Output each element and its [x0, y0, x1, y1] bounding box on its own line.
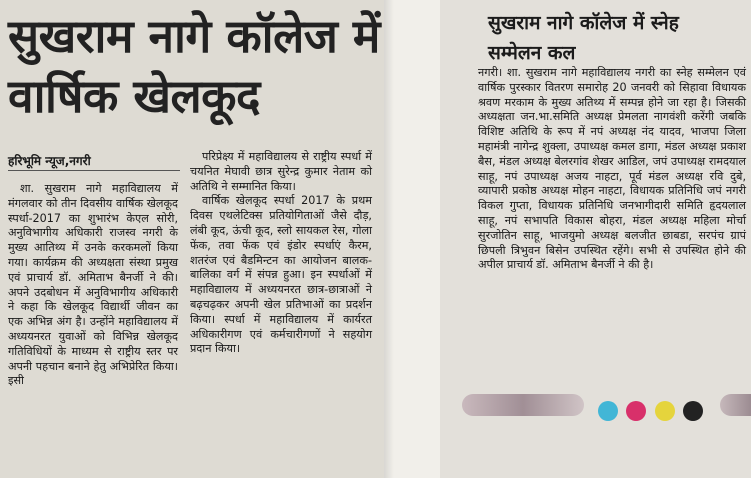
right-headline: सुखराम नागे कॉलेज में स्नेह सम्मेलन कल [488, 12, 679, 64]
yellow-registration-dot [655, 401, 675, 421]
clipping-shadow [384, 0, 394, 478]
print-registration-bar-edge [720, 394, 751, 416]
magenta-registration-dot [626, 401, 646, 421]
print-registration-bar [462, 394, 584, 416]
left-headline: सुखराम नागे कॉलेज में वार्षिक खेलकूद [8, 9, 380, 123]
right-article-body [478, 66, 746, 273]
right-body-text: नगरी। शा. सुखराम नागे महाविद्यालय नगरी का स्नेह सम्मेलन एवं वार्षिक पुरस्कार वितरण समारोह 20 जनवरी को सिहावा विधायक श्रवण मरकाम के मुख्य अतिथ्य में सम्पन्न होने जा रहा है। जिसकी अध्यक्षता जन.भा.समिति अध्यक्ष प्रेमलता नागवंशी करेंगी जबकि विशिष्ट अतिथि के रूप में नपं अध्यक्ष नंद यादव, भाजपा जिला महामंत्री नागेन्द्र शुक्ला, उपाध्यक्ष कमल डागा, मंडल अध्यक्ष प्रकाश बैस, मंडल अध्यक्ष बेलरगांव शेखर आडिल, जपं उपाध्यक्ष रामदयाल साहू, नपं उपाध्यक्ष अजय नाहटा, पूर्व मंडल अध्यक्ष रवि दुबे, व्यापारी प्रकोष्ठ अध्यक्ष मोहन नाहटा, विधायक प्रतिनिधि जपं नगरी विकल गुप्ता, विधायक प्रतिनिधि जनभागीदारी समिति हृदयलाल साहू, नपं सभापति विकास बोहरा, मंडल अध्यक्ष महिला मोर्चा सुरजोतिन साहू, भाजयुमो अध्यक्ष बलजीत छाबडा, सरपंच ग्रापं छिपली त्रिभुवन बिसेन उपस्थित रहेंगे। सभी से उपस्थित होने की अपील प्राचार्य डॉ. अमिताभ बैनर्जी ने की है। [478, 66, 746, 272]
black-registration-dot [683, 401, 703, 421]
left-col2-para-2: वार्षिक खेलकूद स्पर्धा 2017 के प्रथम दिवस एथलेटिक्स प्रतियोगिताओं जैसे दौड़, लंबी कूद, ऊंची कूद, स्लो सायकल रेस, गोला फेंक, तवा फेंक एवं इंडोर स्पर्धाएं कैरम, शतरंज एवं बैडमिन्टन का आयोजन बालक-बालिका वर्ग में संपन्न हुआ। इन स्पर्धाओं में महाविद्यालय में अध्ययनरत छात्र-छात्राओं ने बढ़चढ़कर अपनी खेल प्रतिभाओं का प्रदर्शन किया। स्पर्धा में महाविद्यालय में कार्यरत अधिकारीगण एवं कर्मचारीगणों ने सहयोग प्रदान किया। [190, 194, 372, 356]
left-byline: हरिभूमि न्यूज,नगरी [8, 154, 91, 168]
cyan-registration-dot [598, 401, 618, 421]
left-col1-text: शा. सुखराम नागे महाविद्यालय में मंगलवार को तीन दिवसीय वार्षिक खेलकूद स्पर्धा-2017 का शुभारंभ केएल सोरी, अनुविभागीय अधिकारी राजस्व नगरी के मुख्य आतिथ्य में उनके करकमलों किया गया। कार्यक्रम की अध्यक्षता संस्था प्रमुख एवं प्राचार्य डॉ. अमिताभ बैनर्जी ने की। अपने उदबोधन में अनुविभागीय अधिकारी ने कहा कि खेलकूद विद्यार्थी जीवन का एक अभिन्न अंग है। उन्होंने महाविद्यालय में अध्ययनरत युवाओं को विभिन्न खेलकूद गतिविधियों के माध्यम से राष्ट्रीय स्तर पर अपनी पहचान बनाने हेतु अभिप्रेरित किया। इसी [8, 182, 178, 388]
left-article-column-2 [190, 150, 372, 357]
left-article-column-1 [8, 182, 178, 389]
byline-rule [8, 170, 180, 171]
left-col2-para-1: परिप्रेक्ष्य में महाविद्यालय से राष्ट्रीय स्पर्धा में चयनित मेघावी छात्र सुरेन्द्र कुमार नेताम को अतिथि ने सम्मानित किया। [190, 150, 372, 193]
